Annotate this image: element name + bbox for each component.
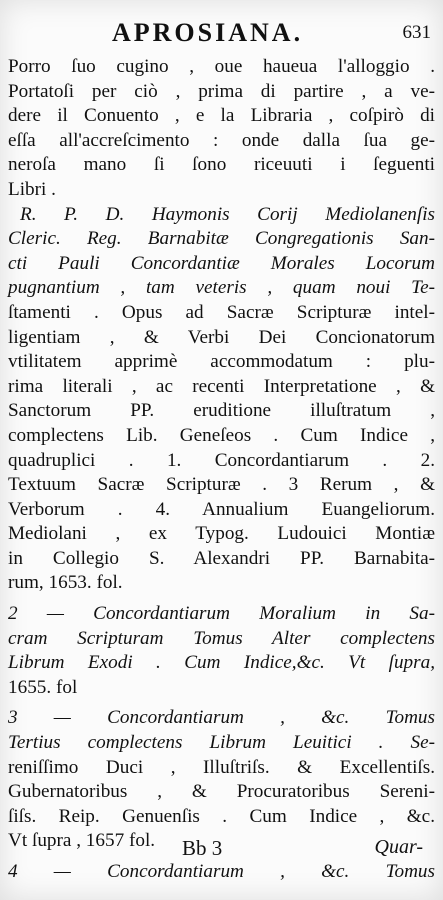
text-line: Sanctorum PP. eruditione illuſtratum , [8, 400, 435, 422]
text-line: Mediolani , ex Typog. Ludouici Montiæ [8, 523, 435, 545]
text-line: vtilitatem apprimè accommodatum : plu- [8, 351, 435, 373]
running-title: APROSIANA. [112, 18, 304, 47]
text-line: Librum Exodi . Cum Indice,&c. Vt ſupra, [8, 652, 435, 674]
text-line: 3 — Concordantiarum , &c. Tomus [8, 707, 435, 729]
text-line: dere il Conuento , e la Libraria , coſpirò di [8, 105, 435, 127]
text-line: Vt ſupra , 1657 fol. [8, 830, 156, 852]
text-line: Portatoſi per ciò , prima di partire , a ve- [8, 80, 435, 102]
text-line: ſiſs. Reip. Genuenſis . Cum Indice , &c. [8, 805, 435, 827]
text-line: cram Scripturam Tomus Alter complectens [8, 627, 435, 649]
text-line: Textuum Sacræ Scripturæ . 3 Rerum , & [8, 474, 435, 496]
text-line: Tertius complectens Librum Leuitici . Se- [8, 732, 435, 754]
signature-mark: Bb 3 [182, 836, 223, 860]
text-line: rima literali , ac recenti Interpretatione , & [8, 375, 435, 397]
text-line: Gubernatoribus , & Procuratoribus Sereni- [8, 781, 435, 803]
catchword: Quar- [374, 836, 423, 858]
text-line: quadruplici . 1. Concordantiarum . 2. [8, 449, 435, 471]
text-line: 4 — Concordantiarum , &c. Tomus [8, 861, 435, 882]
text-line: pugnantium , tam veteris , quam noui Te- [8, 277, 435, 299]
text-line: complectens Lib. Geneſeos . Cum Indice , [8, 424, 435, 446]
text-line: R. P. D. Haymonis Corij Mediolanenſis [20, 203, 435, 225]
page-header [0, 18, 443, 48]
text-line: cti Pauli Concordantiæ Morales Locorum [8, 252, 435, 274]
text-line: 2 — Concordantiarum Moralium in Sa- [8, 603, 435, 625]
text-line: reniſſimo Duci , Illuſtriſs. & Excellentiſs. [8, 756, 435, 778]
text-body [8, 55, 435, 885]
text-line: ſtamenti . Opus ad Sacræ Scripturæ intel- [8, 301, 435, 323]
text-line: eſſa all'accreſcimento : onde dalla ſua ge- [8, 129, 435, 151]
page-number: 631 [402, 22, 431, 43]
text-line: rum, 1653. fol. [8, 572, 123, 594]
text-line: ligentiam , & Verbi Dei Concionatorum [8, 326, 435, 348]
text-line: Verborum . 4. Annualium Euangeliorum. [8, 498, 435, 520]
text-line: in Collegio S. Alexandri PP. Barnabita- [8, 547, 435, 569]
text-line: neroſa mano ſi ſono riceuuti i ſeguenti [8, 154, 435, 176]
text-line: Libri . [8, 178, 56, 200]
text-line: 1655. fol [8, 676, 78, 698]
text-line: Cleric. Reg. Barnabitæ Congregationis San- [8, 228, 435, 250]
page-footer [0, 836, 443, 864]
text-line: Porro ſuo cugino , oue haueua l'alloggio . [8, 56, 435, 77]
